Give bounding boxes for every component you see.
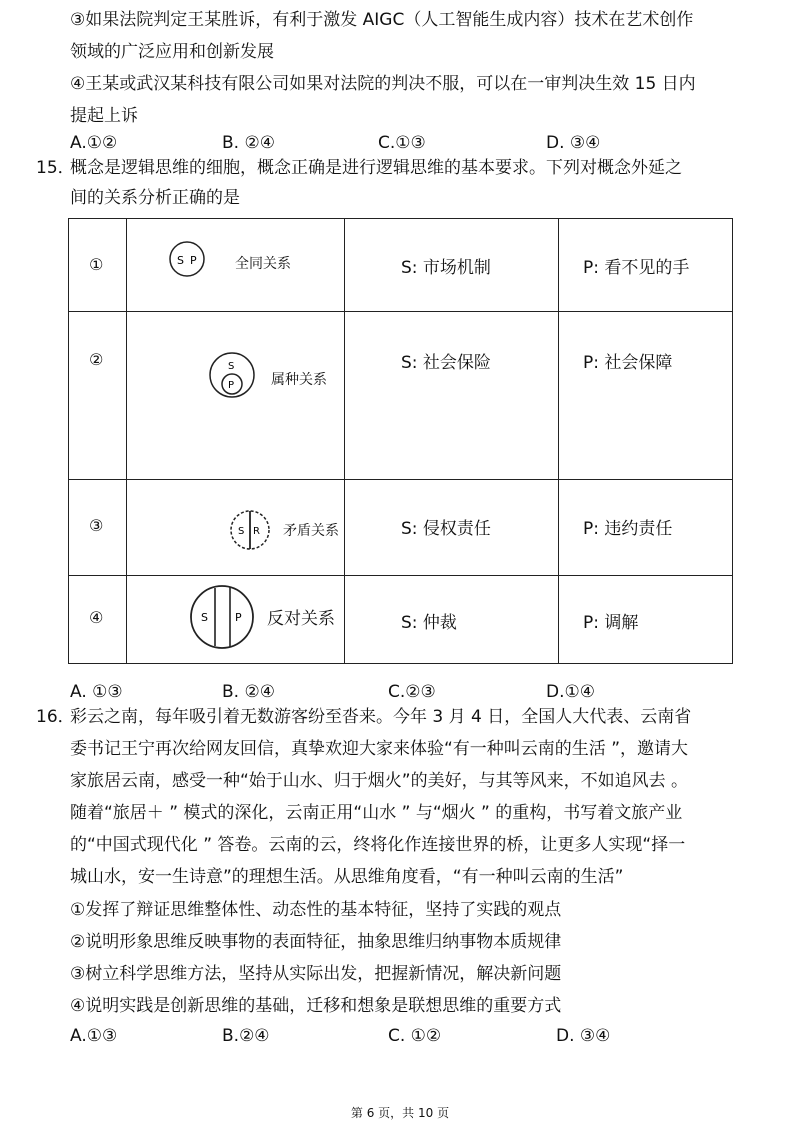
q16-option-b: B.②④ (222, 1026, 270, 1046)
concept-relation-table (68, 218, 733, 664)
q16-stem-line: 的“中国式现代化 ” 答卷。云南的云，终将化作连接世界的桥，让更多人实现“择一 (70, 835, 686, 855)
q15-number: 15． (36, 158, 75, 178)
row-index-cell (69, 576, 127, 664)
s-concept-cell (345, 480, 559, 576)
relation-label: 矛盾关系 (283, 523, 339, 539)
q16-item-4: ④说明实践是创新思维的基础，迁移和想象是联想思维的重要方式 (70, 996, 562, 1016)
q15-option-a: A. ①③ (70, 682, 123, 702)
q16-option-d: D. ③④ (556, 1026, 611, 1046)
circle-s-label: S (177, 254, 184, 267)
s-concept-cell (345, 219, 559, 312)
q16-option-c: C. ①② (388, 1026, 442, 1046)
circle-p-label: P (235, 611, 242, 624)
circle-s-label: S (201, 611, 208, 624)
s-concept: S: 侵权责任 (401, 519, 491, 539)
s-concept-cell (345, 576, 559, 664)
q15-option-c: C.②③ (388, 682, 436, 702)
q14-item-3-line1: ③如果法院判定王某胜诉，有利于激发 AIGC（人工智能生成内容）技术在艺术创作 (70, 10, 694, 30)
row-index: ③ (89, 516, 104, 535)
row-index: ① (89, 255, 104, 274)
q14-option-b: B. ②④ (222, 133, 275, 153)
q16-stem-line: 随着“旅居＋ ” 模式的深化，云南正用“山水 ” 与“烟火 ” 的重构，书写着文旅产业 (70, 803, 683, 823)
relation-label: 属种关系 (271, 372, 327, 388)
row-index-cell (69, 312, 127, 480)
diagram-cell (127, 480, 345, 576)
row-index: ④ (89, 608, 104, 627)
circle-p-label: P (228, 380, 235, 391)
row-index-cell (69, 219, 127, 312)
circle-s-label: S (238, 526, 245, 537)
diagram-cell (127, 219, 345, 312)
p-concept: P: 违约责任 (583, 519, 673, 539)
table-row (69, 576, 733, 664)
table-row (69, 480, 733, 576)
relation-label: 全同关系 (235, 256, 291, 272)
diagram-cell (127, 576, 345, 664)
p-concept-cell (559, 312, 733, 480)
circle-outline (170, 242, 204, 276)
q15-option-b: B. ②④ (222, 682, 275, 702)
q14-option-a: A.①② (70, 133, 118, 153)
q14-option-d: D. ③④ (546, 133, 601, 153)
page-footer: 第 6 页，共 10 页 (350, 1106, 450, 1120)
table-row (69, 219, 733, 312)
relation-label: 反对关系 (267, 609, 335, 629)
s-concept: S: 仲裁 (401, 613, 457, 633)
genus-species-circle-diagram (207, 350, 257, 400)
contrary-circle-diagram (187, 582, 257, 652)
s-concept: S: 市场机制 (401, 258, 491, 278)
q14-item-4-line2: 提起上诉 (70, 106, 138, 126)
q16-item-1: ①发挥了辩证思维整体性、动态性的基本特征，坚持了实践的观点 (70, 900, 562, 920)
q16-stem-line: 彩云之南，每年吸引着无数游客纷至沓来。今年 3 月 4 日，全国人大代表、云南省 (70, 707, 692, 727)
q14-item-4-line1: ④王某或武汉某科技有限公司如果对法院的判决不服，可以在一审判决生效 15 日内 (70, 74, 696, 94)
p-concept: P: 调解 (583, 613, 639, 633)
p-concept-cell (559, 576, 733, 664)
q16-item-2: ②说明形象思维反映事物的表面特征，抽象思维归纳事物本质规律 (70, 932, 562, 952)
circle-p-label: P (190, 254, 197, 267)
q16-stem-line: 城山水，安一生诗意”的理想生活。从思维角度看，“有一种叫云南的生活” (70, 867, 624, 887)
circle-p-label: R (253, 526, 260, 537)
p-concept-cell (559, 219, 733, 312)
table-row (69, 312, 733, 480)
q14-item-3-line2: 领域的广泛应用和创新发展 (70, 42, 274, 62)
diagram-cell (127, 312, 345, 480)
p-concept: P: 社会保障 (583, 353, 673, 373)
p-concept-cell (559, 480, 733, 576)
identity-circle-diagram (167, 239, 207, 279)
q16-stem-line: 家旅居云南，感受一种“始于山水、归于烟火”的美好，与其等风来，不如追风去 。 (70, 771, 689, 791)
circle-s-label: S (228, 361, 235, 372)
q16-option-a: A.①③ (70, 1026, 118, 1046)
row-index-cell (69, 480, 127, 576)
q16-stem-line: 委书记王宁再次给网友回信，真挚欢迎大家来体验“有一种叫云南的生活 ”，邀请大 (70, 739, 689, 759)
row-index: ② (89, 350, 104, 369)
s-concept-cell (345, 312, 559, 480)
q16-item-3: ③树立科学思维方法，坚持从实际出发，把握新情况，解决新问题 (70, 964, 562, 984)
q14-option-c: C.①③ (378, 133, 426, 153)
contradictory-circle-diagram (225, 505, 275, 555)
s-concept: S: 社会保险 (401, 353, 491, 373)
q15-stem-line1: 概念是逻辑思维的细胞，概念正确是进行逻辑思维的基本要求。下列对概念外延之 (70, 158, 682, 178)
q15-stem-line2: 间的关系分析正确的是 (70, 188, 240, 208)
q15-option-d: D.①④ (546, 682, 595, 702)
p-concept: P: 看不见的手 (583, 258, 690, 278)
q16-number: 16． (36, 707, 75, 727)
